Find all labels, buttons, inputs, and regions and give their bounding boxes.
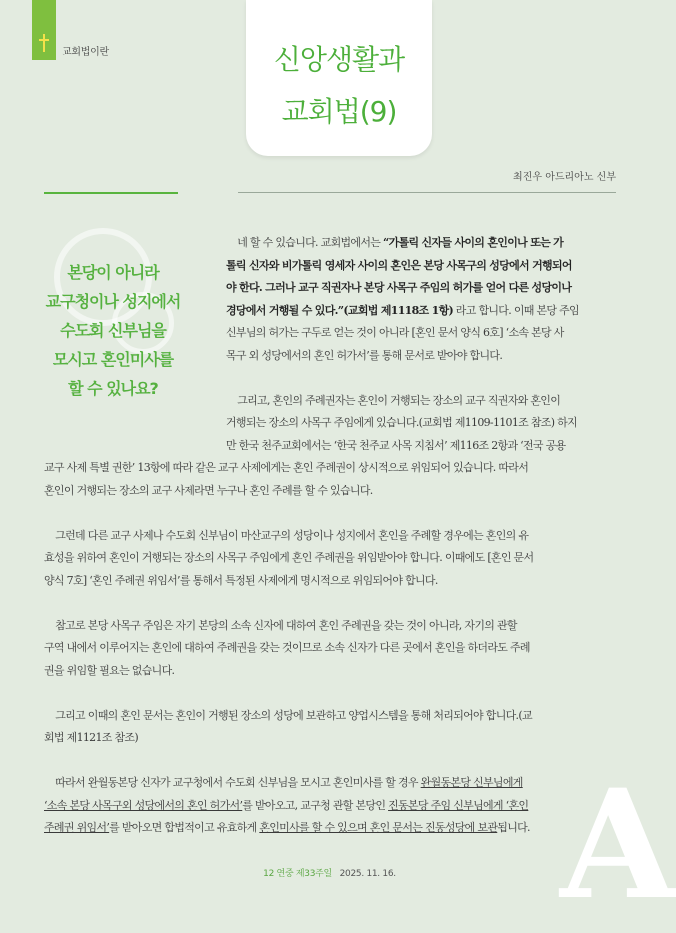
body-line: 교구 사제 특별 권한’ 13항에 따라 같은 교구 사제에게는 혼인 주례권이 상시적으로 위임되어 있습니다. 따라서 [44,461,529,474]
body-line: 그리고 이때의 혼인 문서는 혼인이 거행된 장소의 성당에 보관하고 양업시스템을 통해 처리되어야 합니다.(교 [55,708,532,722]
section-tab [32,0,56,60]
body-line: ‘소속 본당 사목구외 성당에서의 혼인 허가서’를 받아오고, 교구청 관할 본당인 진동본당 주임 신부님에게 ‘혼인 [44,798,529,812]
body-line: 혼인이 거행되는 장소의 교구 사제라면 누구나 혼인 주례를 할 수 있습니다. [44,483,373,497]
footer-issue: 12 연중 제33주일 [263,869,332,879]
body-line: 주례권 위임서’를 받아오면 합법적이고 유효하게 혼인미사를 할 수 있으며 혼인 문서는 진동성당에 보관됩니다. [44,821,530,834]
body-line: 목구 외 성당에서의 혼인 허가서’를 통해 문서로 받아야 합니다. [226,348,503,362]
body-line: 그런데 다른 교구 사제나 수도회 신부님이 마산교구의 성당이나 성지에서 혼인을 주례할 경우에는 혼인의 유 [55,528,529,542]
divider-left [44,192,178,194]
cross-icon [39,34,49,52]
question-line: 본당이 아니라 [67,263,159,282]
body-line: 따라서 완월동본당 신자가 교구청에서 수도회 신부님을 모시고 혼인미사를 할 경우 완월동본당 신부님에게 [55,776,523,789]
article-body [44,232,616,840]
body-line: 그리고, 혼인의 주례권자는 혼인이 거행되는 장소의 교구 직권자와 혼인이 [237,393,561,407]
question-line: 수도회 신부님을 [60,321,166,340]
page-footer [0,866,659,879]
body-line: 효성을 위하여 혼인이 거행되는 장소의 사목구 주임에게 혼인 주례권을 위임받아야 합니다. 이때에도 [혼인 문서 [44,551,534,564]
body-line: 네 할 수 있습니다. 교회법에서는 “가톨릭 신자들 사이의 혼인이나 또는 가 [237,236,564,249]
body-line: 톨릭 신자와 비가톨릭 영세자 사이의 혼인은 본당 사목구의 성당에서 거행되어 [226,258,572,272]
body-line: 신부님의 허가는 구두로 얻는 것이 아니라 [혼인 문서 양식 6호] ‘소속 본당 사 [226,326,564,339]
body-line: 거행되는 장소의 사목구 주임에게 있습니다.(교회법 제1109-1101조 참조) 하지 [226,416,577,429]
footer-date: 2025. 11. 16. [339,869,396,879]
question-line: 교구청이나 성지에서 [45,292,181,311]
title-line-1: 신앙생활과 [273,43,405,76]
body-line: 회법 제1121조 참조) [44,731,138,744]
body-line: 권을 위임할 필요는 없습니다. [44,663,175,677]
body-line: 양식 7호] ‘혼인 주례권 위임서’를 통해서 특정된 사제에게 명시적으로 위임되어야 합니다. [44,573,438,587]
section-label: 교회법이란 [62,47,109,58]
answer-letter: A [560,757,676,933]
body-line: 만 한국 천주교회에서는 ‘한국 천주교 사목 지침서’ 제116조 2항과 ‘전국 공용 [226,438,566,452]
body-line: 참고로 본당 사목구 주임은 자기 본당의 소속 신자에 대하여 혼인 주례권을 갖는 것이 아니라, 자기의 관할 [55,618,517,632]
title-box [246,0,432,156]
divider-right [238,192,616,193]
author: 최진우 아드리아노 신부 [513,172,616,183]
title-line-2: 교회법(9) [281,95,397,128]
body-line: 구역 내에서 이루어지는 혼인에 대하여 주례권을 갖는 것이므로 소속 신자가 다른 곳에서 혼인을 하더라도 주례 [44,641,530,654]
question-line: 모시고 혼인미사를 [52,350,174,369]
body-line: 경당에서 거행될 수 있다.”(교회법 제1118조 1항) 라고 합니다. 이때 본당 주임 [226,303,579,317]
question-line: 할 수 있나요? [68,379,158,398]
body-line: 야 한다. 그러나 교구 직권자나 본당 사목구 주임의 허가를 얻어 다른 성당이나 [226,281,572,294]
